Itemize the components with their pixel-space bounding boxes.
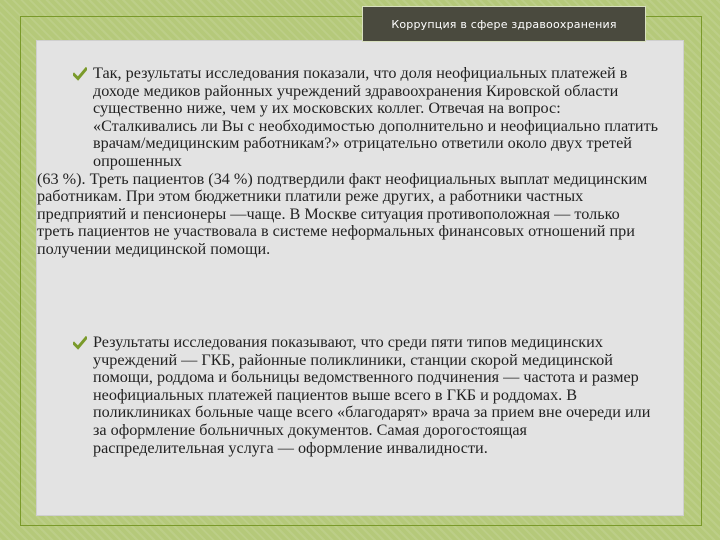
bullet-item	[73, 334, 659, 457]
bullet-continuation-text: (63 %). Треть пациентов (34 %) подтвердили факт неофициальных выплат медицинским работникам. При этом бюджетники платили реже других, а работники частных предприятий и пенсионеры —чаще. В Москве ситуация противоположная — только треть пациентов не участвовала в системе неформальных финансовых отношений при получении медицинской помощи.	[37, 169, 648, 258]
check-bullet-icon	[73, 336, 87, 350]
header-bar	[362, 6, 646, 42]
bullet-item	[37, 64, 659, 259]
check-bullet-icon	[73, 67, 87, 81]
content-panel	[36, 40, 684, 516]
bullet-text: Результаты исследования показывают, что среди пяти типов медицинских учреждений — ГКБ, районные поликлиники, станции скорой медицинской помощи, роддома и больницы ведомственного подчинения — частота и размер неофициальных платежей пациентов выше всего в ГКБ и роддомах. В поликлиниках больные чаще всего «благодарят» врача за прием вне очереди или за оформление больничных документов. Самая дорогостоящая распределительная услуга — оформление инвалидности.	[93, 333, 651, 457]
page-title: Коррупция в сфере здравоохранения	[391, 17, 617, 31]
bullet-text: Так, результаты исследования показали, что доля неофициальных платежей в доходе медиков районных учреждений здравоохранения Кировской области существенно ниже, чем у их московских коллег. Отвечая на вопрос: «Сталкивались ли Вы с необходимостью дополнительно и неофициально платить врачам/медицинским работникам?» отрицательно ответили около двух третей опрошенных	[93, 64, 659, 170]
